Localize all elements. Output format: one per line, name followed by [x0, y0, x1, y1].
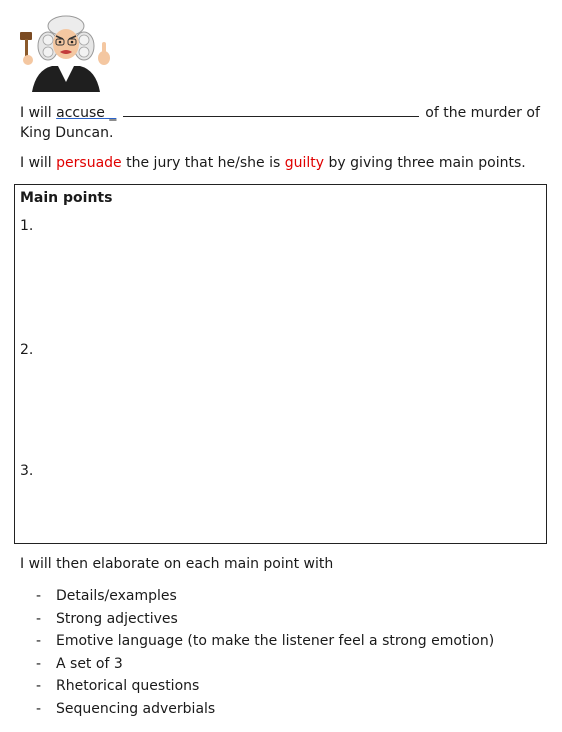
- persuade-part2: the jury that he/she is: [126, 155, 281, 171]
- accuse-word: accuse: [56, 105, 105, 121]
- persuade-word: persuade: [56, 155, 122, 171]
- persuade-sentence: [20, 155, 550, 171]
- list-item: - Sequencing adverbials: [36, 700, 216, 717]
- main-points-box[interactable]: [14, 184, 547, 544]
- judge-cartoon-icon: [18, 12, 114, 92]
- list-item: - Emotive language (to make the listener feel a strong emotion): [36, 633, 495, 650]
- accuse-tail: _: [104, 105, 117, 121]
- point-1-label: 1.: [20, 218, 34, 234]
- list-item: - Rhetorical questions: [36, 678, 200, 695]
- suspect-blank-line[interactable]: [123, 102, 419, 117]
- persuade-part3: by giving three main points.: [328, 155, 526, 171]
- list-item: - Details/examples: [36, 588, 177, 604]
- accuse-sentence: [20, 102, 550, 143]
- point-2-label: 2.: [20, 342, 34, 358]
- persuade-part1: I will: [20, 155, 52, 171]
- after-blank-text: of the murder of: [425, 105, 540, 121]
- elaborate-intro: I will then elaborate on each main point with: [20, 556, 334, 572]
- point-3-label: 3.: [20, 463, 34, 479]
- guilty-word: guilty: [284, 155, 325, 171]
- main-points-title: Main points: [20, 190, 113, 206]
- list-item: - A set of 3: [36, 655, 123, 672]
- elaborate-list: [36, 586, 494, 722]
- king-duncan-text: King Duncan.: [20, 125, 114, 141]
- list-item: - Strong adjectives: [36, 610, 178, 627]
- intro-text: I will: [20, 105, 52, 121]
